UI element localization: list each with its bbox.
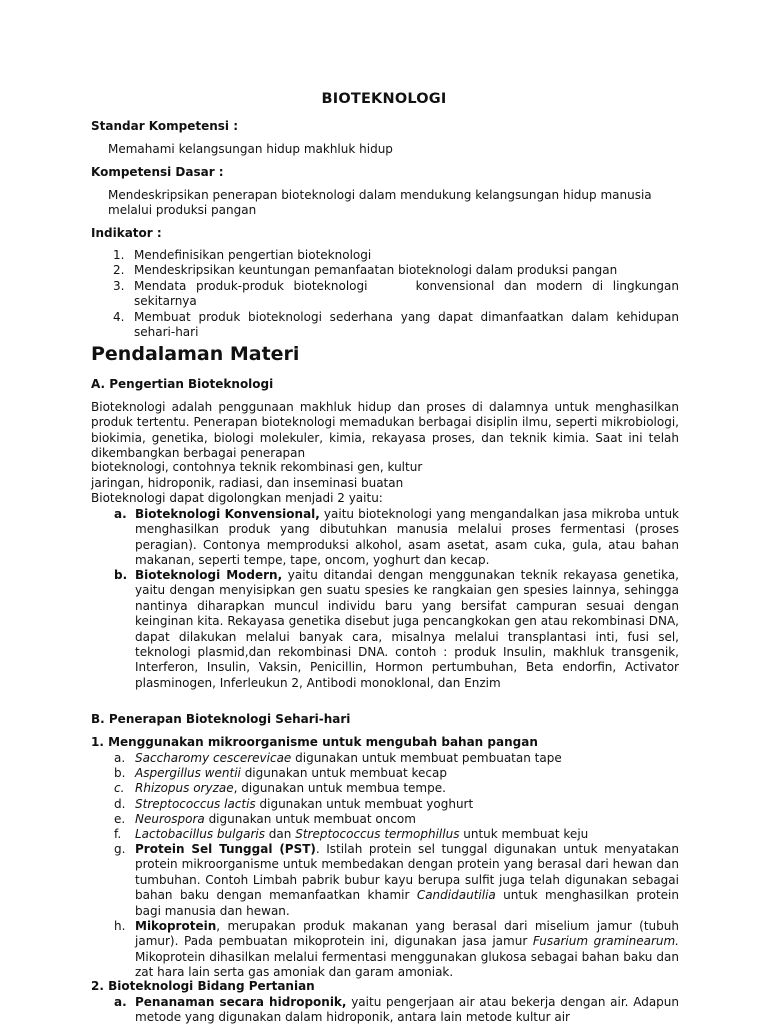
list-label: h. [114, 919, 126, 933]
list-label: b. [114, 766, 126, 780]
list-number: 3. [113, 278, 125, 293]
list-item [135, 751, 679, 766]
definition-paragraph: Bioteknologi adalah penggunaan makhluk hidup dan proses di dalamnya untuk menghasilkan produk tertentu. Penerapan bioteknologi memadukan berbagai disiplin ilmu, seperti mikrobiologi, biokimia, genetika, biologi molekuler, kimia, rekayasa proses, dan teknik kimia. Saat ini telah dikembangkan berbagai penerapan [91, 400, 679, 461]
list-number: 4. [113, 309, 125, 324]
list-item [135, 812, 679, 827]
section-a-heading: A. Pengertian Bioteknologi [91, 377, 274, 391]
list-text: Mendefinisikan pengertian bioteknologi [134, 248, 372, 262]
species-name: Streptococcus lactis [135, 797, 256, 811]
list-item [135, 507, 679, 569]
item-text: untuk membuat keju [459, 827, 589, 841]
list-item [135, 797, 679, 812]
list-item [91, 310, 679, 341]
list-item [91, 278, 683, 310]
kompetensi-dasar-heading: Kompetensi Dasar : [91, 165, 224, 179]
item-text: , merupakan produk makanan yang berasal dari miselium jamur (tubuh jamur). Pada pembuatan mikoprotein ini, digunakan jasa jamur [135, 919, 679, 949]
item-text: Mikoprotein dihasilkan melalui fermentasi menggunakan glukosa sebagai bahan baku dan zat hara lain serta gas amoniak dan garam amoniak. [135, 949, 679, 980]
definition-line: jaringan, hidroponik, radiasi, dan inseminasi buatan [91, 476, 404, 490]
species-name: Rhizopus oryzae [135, 781, 234, 795]
definition-line: bioteknologi, contohnya teknik rekombinasi gen, kultur [91, 460, 423, 474]
term: Protein Sel Tunggal (PST) [135, 842, 316, 856]
item-text: . Istilah protein sel tunggal digunakan untuk menyatakan protein mikroorganisme untuk membedakan dengan protein yang berasal dari hewan dan tumbuhan. Contoh Limbah pabrik bubur kayu berupa sulfit juga telah digunakan sebagai bahan baku dengan memanfaatkan khamir [135, 842, 679, 903]
species-name: Fusarium graminearum. [532, 934, 679, 949]
list-text: Membuat produk bioteknologi sederhana yang dapat dimanfaatkan dalam kehidupan sehari-hari [134, 309, 679, 340]
item-text: yaitu bioteknologi yang mengandalkan jasa mikroba untuk menghasilkan produk yang dibutuhkan manusia melalui proses fermentasi (proses peragian). Contonya memproduksi alkohol, asam asetat, asam cuka, gula, atau bahan makanan, seperti tempe, tape, oncom, yoghurt dan kecap. [135, 507, 680, 568]
item-text: , digunakan untuk membua tempe. [233, 781, 446, 795]
list-label: c. [114, 781, 125, 795]
list-item [135, 568, 679, 691]
item-text: digunakan untuk membuat yoghurt [255, 797, 474, 811]
item-text: digunakan untuk membuat oncom [204, 812, 416, 826]
item-text: yaitu ditandai dengan menggunakan teknik rekayasa genetika, yaitu dengan menyisipkan gen suatu spesies ke rangkaian gen spesies lainnya, sehingga nantinya diharapkan muncul individu baru yang bersifat campuran sesuai dengan keinginan kita. Rekayasa genetika disebut juga pencangkokan gen atau rekombinasi DNA, dapat dilakukan melalui banyak cara, misalnya melalui transplantasi inti, fusi sel, teknologi plasmid,dan rekombinasi DNA. contoh : produk Insulin, makhluk transgenik, Interferon, Insulin, Vaksin, Penicillin, Hormon pertumbuhan, Beta endorfin, Activator plasminogen, Inferleukun 2, Antibodi monoklonal, dan Enzim [135, 568, 679, 690]
subsection-1-heading: 1. Menggunakan mikroorganisme untuk mengubah bahan pangan [91, 735, 538, 749]
list-number: 2. [113, 263, 125, 278]
term: Penanaman secara hidroponik, [135, 995, 347, 1009]
list-label: a. [114, 507, 127, 521]
species-name: Saccharomy cescerevicae [135, 751, 292, 765]
list-item [135, 995, 679, 1026]
list-label: d. [114, 797, 126, 811]
list-label: f. [114, 827, 122, 841]
list-item [135, 781, 679, 796]
list-label: g. [114, 842, 126, 856]
item-text: yaitu pengerjaan air atau bekerja dengan air. Adapun metode yang digunakan dalam hidroponik, antara lain metode kultur air [135, 995, 679, 1025]
list-item [135, 766, 679, 781]
list-label: a. [114, 995, 127, 1009]
list-label: e. [114, 812, 126, 826]
species-name: Lactobacillus bulgaris [135, 827, 265, 841]
list-item [135, 842, 679, 919]
subsection-2-heading: 2. Bioteknologi Bidang Pertanian [91, 979, 315, 993]
list-text: Mendeskripsikan keuntungan pemanfaatan bioteknologi dalam produksi pangan [134, 263, 618, 278]
section-title: Pendalaman Materi [91, 343, 300, 365]
indikator-heading: Indikator : [91, 226, 162, 240]
list-label: b. [114, 568, 128, 582]
term: Mikoprotein [135, 919, 217, 933]
species-name: Candidautilia [416, 888, 496, 903]
list-number: 1. [113, 248, 125, 262]
definition-line: Bioteknologi dapat digolongkan menjadi 2 yaitu: [91, 491, 383, 505]
list-text: Mendata produk-produk bioteknologi konvensional dan modern di lingkungan sekitarnya [134, 278, 683, 309]
indikator-list [91, 248, 683, 340]
species-name: Neurospora [135, 812, 205, 826]
kompetensi-dasar-text: Mendeskripsikan penerapan bioteknologi dalam mendukung kelangsungan hidup manusia melalui produksi pangan [108, 188, 652, 218]
item-text: untuk menghasilkan protein bagi manusia dan hewan. [135, 888, 679, 918]
list-item [135, 919, 679, 981]
term: Bioteknologi Konvensional, [135, 507, 320, 521]
species-name: Streptococcus termophillus [295, 827, 460, 841]
list-item [135, 827, 679, 842]
species-name: Aspergillus wentii [135, 766, 241, 780]
list-item [91, 248, 679, 263]
section-b-heading: B. Penerapan Bioteknologi Sehari-hari [91, 712, 351, 726]
term: Bioteknologi Modern, [135, 568, 283, 582]
standar-kompetensi-text: Memahami kelangsungan hidup makhluk hidup [108, 142, 393, 156]
standar-kompetensi-heading: Standar Kompetensi : [91, 119, 239, 133]
list-item [91, 263, 679, 278]
page-title: BIOTEKNOLOGI [321, 91, 447, 107]
list-label: a. [114, 751, 126, 765]
item-text: digunakan untuk membuat kecap [240, 766, 447, 780]
item-text: dan [264, 827, 296, 841]
item-text: digunakan untuk membuat pembuatan tape [291, 751, 562, 765]
